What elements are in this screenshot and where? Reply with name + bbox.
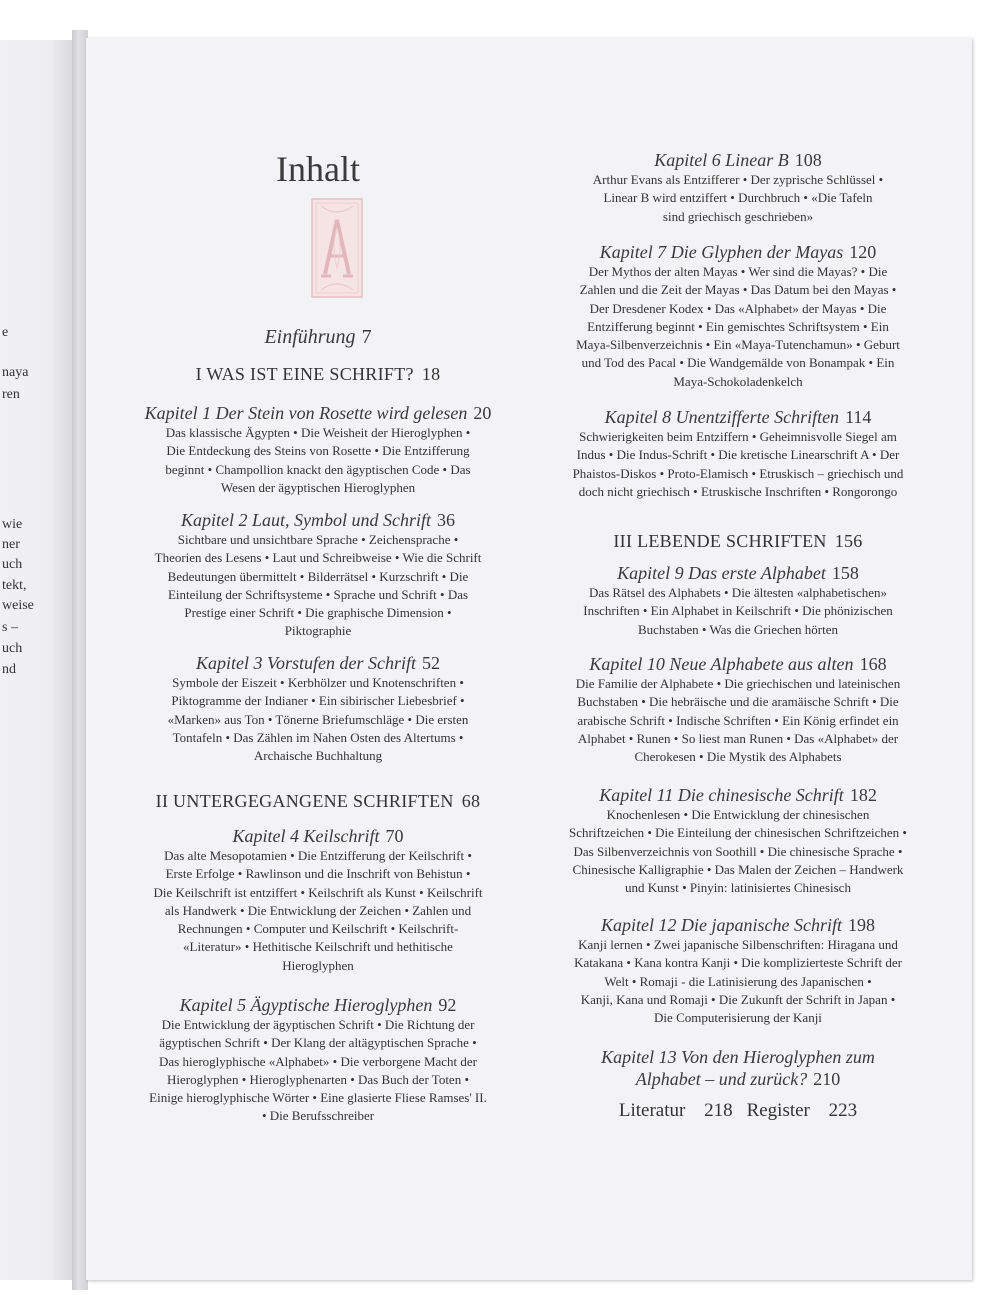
summary-line: Sichtbare und unsichtbare Sprache • Zeichensprache • bbox=[177, 532, 459, 547]
part-page: 68 bbox=[461, 791, 481, 811]
chapter-page: 108 bbox=[794, 150, 822, 170]
chapter-page: 36 bbox=[437, 510, 455, 530]
summary-line: Arthur Evans als Entzifferer • Der zyprische Schlüssel • bbox=[592, 172, 884, 187]
summary-line: «Literatur» • Hethitische Keilschrift und hethitische bbox=[183, 939, 453, 955]
summary-line: Theorien des Lesens • Laut und Schreibweise • Wie die Schrift bbox=[154, 550, 482, 566]
summary-line: Die Familie der Alphabete • Die griechischen und lateinischen bbox=[575, 676, 901, 691]
summary-line: Chinesische Kalligraphie • Das Malen der Zeichen – Handwerk bbox=[572, 861, 904, 877]
left-fragment: uch bbox=[2, 557, 23, 572]
summary-line: Kanji lernen • Zwei japanische Silbenschriften: Hiragana und bbox=[578, 937, 898, 952]
summary-line: «Marken» aus Ton • Tönerne Briefumschläge • Die ersten bbox=[167, 711, 469, 727]
chapter-summary bbox=[532, 806, 944, 897]
summary-line: Indus • Die Indus-Schrift • Die kretische Linearschrift A • Der bbox=[576, 447, 900, 463]
chapter-11 bbox=[532, 784, 944, 897]
summary-line: Cherokesen • Die Mystik des Alphabets bbox=[634, 749, 842, 765]
summary-line: Die Entwicklung der ägyptischen Schrift • Die Richtung der bbox=[161, 1017, 475, 1032]
chapter-title: Kapitel 8 Unentzifferte Schriften bbox=[604, 407, 840, 427]
chapter-summary bbox=[532, 675, 944, 766]
summary-line: Das Silbenverzeichnis von Soothill • Die chinesische Sprache • bbox=[573, 843, 903, 859]
chapter-summary bbox=[122, 1016, 514, 1126]
chapter-title: Kapitel 9 Das erste Alphabet bbox=[617, 563, 826, 583]
chapter-summary bbox=[532, 263, 944, 391]
chapter-title: Kapitel 2 Laut, Symbol und Schrift bbox=[181, 510, 431, 530]
chapter-title: Kapitel 10 Neue Alphabete aus alten bbox=[589, 654, 854, 674]
summary-line: Das alte Mesopotamien • Die Entzifferung der Keilschrift • bbox=[164, 848, 472, 863]
previous-page-edge bbox=[0, 40, 72, 1280]
summary-line: Buchstaben • Was die Griechen hörten bbox=[637, 621, 838, 637]
summary-line: ägyptischen Schrift • Der Klang der altägyptischen Sprache • bbox=[159, 1035, 477, 1051]
part-page: 18 bbox=[421, 364, 441, 384]
summary-line: sind griechisch geschrieben» bbox=[662, 208, 814, 224]
chapter-page: 92 bbox=[438, 995, 457, 1015]
part-title: I WAS IST EINE SCHRIFT? bbox=[195, 364, 414, 384]
chapter-summary bbox=[122, 847, 514, 975]
left-fragment: naya bbox=[2, 365, 29, 380]
chapter-summary bbox=[532, 171, 944, 226]
summary-line: Das hieroglyphische «Alphabet» • Die verborgene Macht der bbox=[158, 1053, 478, 1069]
chapter-summary bbox=[122, 424, 514, 497]
part-title: II UNTERGEGANGENE SCHRIFTEN bbox=[155, 791, 454, 811]
summary-line: Entzifferung beginnt • Ein gemischtes Schriftsystem • Ein bbox=[587, 318, 889, 334]
summary-line: als Handwerk • Die Entwicklung der Zeichen • Zahlen und bbox=[164, 902, 472, 918]
chapter-title: Kapitel 3 Vorstufen der Schrift bbox=[196, 653, 416, 673]
part-3-heading bbox=[532, 530, 944, 552]
summary-line: Der Mythos der alten Mayas • Wer sind die Mayas? • Die bbox=[588, 264, 888, 279]
summary-line: • Die Berufsschreiber bbox=[261, 1108, 375, 1124]
literatur-label: Literatur bbox=[618, 1100, 686, 1121]
part-2-heading bbox=[122, 790, 514, 812]
summary-line: Die Keilschrift ist entziffert • Keilschrift als Kunst • Keilschrift bbox=[153, 884, 483, 900]
chapter-10 bbox=[532, 653, 944, 766]
part-title: III LEBENDE SCHRIFTEN bbox=[613, 531, 827, 551]
summary-line: beginnt • Champollion knackt den ägyptischen Code • Das bbox=[165, 461, 471, 477]
summary-line: Inschriften • Ein Alphabet in Keilschrift • Die phönizischen bbox=[583, 603, 893, 619]
part-page: 156 bbox=[834, 531, 863, 551]
summary-line: Linear B wird entziffert • Durchbruch • «Die Tafeln bbox=[603, 190, 873, 206]
chapter-page: 198 bbox=[847, 915, 875, 935]
summary-line: Maya-Silbenverzeichnis • Ein «Maya-Tutenchamun» • Geburt bbox=[576, 337, 900, 353]
chapter-summary bbox=[532, 428, 944, 501]
left-fragment: tekt, bbox=[2, 578, 27, 593]
summary-line: und Kunst • Pinyin: latinisiertes Chinesisch bbox=[625, 880, 851, 896]
summary-line: Rechnungen • Computer und Keilschrift • Keilschrift- bbox=[177, 921, 459, 937]
left-fragment: s – bbox=[2, 620, 18, 635]
chapter-7 bbox=[532, 241, 944, 391]
summary-line: Piktogramme der Indianer • Ein sibirischer Liebesbrief • bbox=[171, 693, 465, 709]
summary-line: Tontafeln • Das Zählen im Nahen Osten des Altertums • bbox=[172, 729, 464, 745]
part-1-heading bbox=[122, 363, 514, 385]
summary-line: Kanji, Kana und Romaji • Die Zukunft der Schrift in Japan • bbox=[580, 991, 896, 1007]
chapter-page: 158 bbox=[831, 563, 859, 583]
chapter-page: 168 bbox=[859, 654, 887, 674]
register-entry bbox=[747, 1100, 858, 1121]
back-matter bbox=[532, 1100, 944, 1122]
chapter-5 bbox=[122, 994, 514, 1126]
chapter-title: Kapitel 4 Keilschrift bbox=[232, 826, 380, 846]
chapter-page: 182 bbox=[849, 785, 877, 805]
contents-page bbox=[86, 38, 972, 1280]
intro-entry bbox=[122, 326, 514, 348]
summary-line: Katakana • Kana kontra Kanji • Die komplizierteste Schrift der bbox=[574, 955, 902, 971]
summary-line: Maya-Schokoladenkelch bbox=[673, 373, 803, 389]
intro-page: 7 bbox=[361, 326, 372, 348]
summary-line: Buchstaben • Die hebräische und die aramäische Schrift • Die bbox=[577, 694, 899, 710]
chapter-13 bbox=[532, 1046, 944, 1090]
summary-line: Prestige einer Schrift • Die graphische Dimension • bbox=[184, 605, 452, 621]
chapter-title: Kapitel 6 Linear B bbox=[654, 150, 789, 170]
summary-line: Hieroglyphen • Hieroglyphenarten • Das Buch der Toten • bbox=[166, 1071, 470, 1087]
intro-title: Einführung bbox=[264, 326, 356, 348]
summary-line: Hieroglyphen bbox=[282, 957, 354, 973]
chapter-12 bbox=[532, 914, 944, 1027]
summary-line: Einige hieroglyphische Wörter • Eine glasierte Fliese Ramses' II. bbox=[149, 1090, 487, 1106]
chapter-8 bbox=[532, 406, 944, 501]
page-title: Inhalt bbox=[276, 149, 360, 189]
summary-line: und Tod des Pacal • Die Wandgemälde von Bonampak • Ein bbox=[581, 355, 895, 371]
register-label: Register bbox=[746, 1100, 810, 1121]
summary-line: Das klassische Ägypten • Die Weisheit der Hieroglyphen • bbox=[165, 425, 471, 440]
chapter-9 bbox=[532, 562, 944, 639]
summary-line: Alphabet • Runen • So liest man Runen • Das «Alphabet» der bbox=[577, 730, 899, 746]
chapter-page: 20 bbox=[473, 403, 492, 423]
chapter-title: Kapitel 5 Ägyptische Hieroglyphen bbox=[179, 995, 433, 1015]
summary-line: Schriftzeichen • Die Einteilung der chinesischen Schriftzeichen • bbox=[569, 825, 907, 841]
chapter-title-line-1: Kapitel 13 Von den Hieroglyphen zum bbox=[601, 1047, 875, 1067]
summary-line: Symbole der Eiszeit • Kerbhölzer und Knotenschriften • bbox=[172, 675, 464, 690]
chapter-page: 120 bbox=[849, 242, 877, 262]
summary-line: Der Dresdener Kodex • Das «Alphabet» der Mayas • Die bbox=[589, 300, 887, 316]
chapter-6 bbox=[532, 149, 944, 226]
decorative-initial-a-icon bbox=[311, 198, 363, 298]
chapter-summary bbox=[532, 936, 944, 1027]
left-fragment: ner bbox=[2, 537, 20, 552]
literatur-page: 218 bbox=[704, 1100, 733, 1121]
summary-line: Einteilung der Schriftsysteme • Sprache und Schrift • Das bbox=[167, 586, 469, 602]
summary-line: Die Computerisierung der Kanji bbox=[654, 1010, 822, 1026]
chapter-4 bbox=[122, 825, 514, 975]
summary-line: Erste Erfolge • Rawlinson und die Inschrift von Behistun • bbox=[165, 866, 471, 882]
chapter-page: 70 bbox=[385, 826, 404, 846]
summary-line: Die Entdeckung des Steins von Rosette • Die Entzifferung bbox=[166, 443, 470, 459]
chapter-page: 52 bbox=[422, 653, 440, 673]
left-fragment: uch bbox=[2, 641, 23, 656]
chapter-title: Kapitel 12 Die japanische Schrift bbox=[601, 915, 842, 935]
literatur-entry bbox=[619, 1100, 733, 1121]
left-fragment: weise bbox=[2, 598, 34, 613]
summary-line: Bedeutungen übermittelt • Bilderrätsel • Kurzschrift • Die bbox=[167, 568, 469, 584]
chapter-summary bbox=[122, 531, 514, 641]
chapter-title: Kapitel 11 Die chinesische Schrift bbox=[599, 785, 844, 805]
chapter-summary bbox=[122, 674, 514, 765]
chapter-page: 114 bbox=[845, 407, 872, 427]
summary-line: Welt • Romaji - die Latinisierung des Japanischen • bbox=[604, 973, 872, 989]
chapter-title: Kapitel 7 Die Glyphen der Mayas bbox=[599, 242, 844, 262]
summary-line: arabische Schrift • Indische Schriften • Ein König erfindet ein bbox=[577, 712, 899, 728]
left-fragment: ren bbox=[2, 387, 20, 402]
summary-line: Knochenlesen • Die Entwicklung der chinesischen bbox=[606, 807, 870, 822]
left-fragment: nd bbox=[2, 662, 16, 677]
chapter-3 bbox=[122, 652, 514, 765]
chapter-summary bbox=[532, 584, 944, 639]
summary-line: Piktographie bbox=[284, 623, 352, 639]
summary-line: doch nicht griechisch • Etruskische Inschriften • Rongorongo bbox=[578, 483, 898, 499]
register-page: 223 bbox=[828, 1100, 858, 1121]
summary-line: Schwierigkeiten beim Entziffern • Geheimnisvolle Siegel am bbox=[579, 429, 897, 444]
chapter-1 bbox=[122, 402, 514, 497]
summary-line: Archaische Buchhaltung bbox=[253, 748, 383, 764]
left-fragment: e bbox=[2, 325, 9, 340]
summary-line: Phaistos-Diskos • Proto-Elamisch • Etruskisch – griechisch und bbox=[572, 465, 904, 481]
chapter-title-line-2: Alphabet – und zurück? bbox=[635, 1069, 808, 1089]
summary-line: Das Rätsel des Alphabets • Die ältesten «alphabetischen» bbox=[588, 585, 888, 600]
chapter-page: 210 bbox=[813, 1069, 841, 1089]
chapter-2 bbox=[122, 509, 514, 641]
summary-line: Zahlen und die Zeit der Mayas • Das Datum bei den Mayas • bbox=[579, 282, 897, 298]
summary-line: Wesen der ägyptischen Hieroglyphen bbox=[220, 479, 416, 495]
left-fragment: wie bbox=[2, 517, 23, 532]
chapter-title: Kapitel 1 Der Stein von Rosette wird gelesen bbox=[144, 403, 468, 423]
